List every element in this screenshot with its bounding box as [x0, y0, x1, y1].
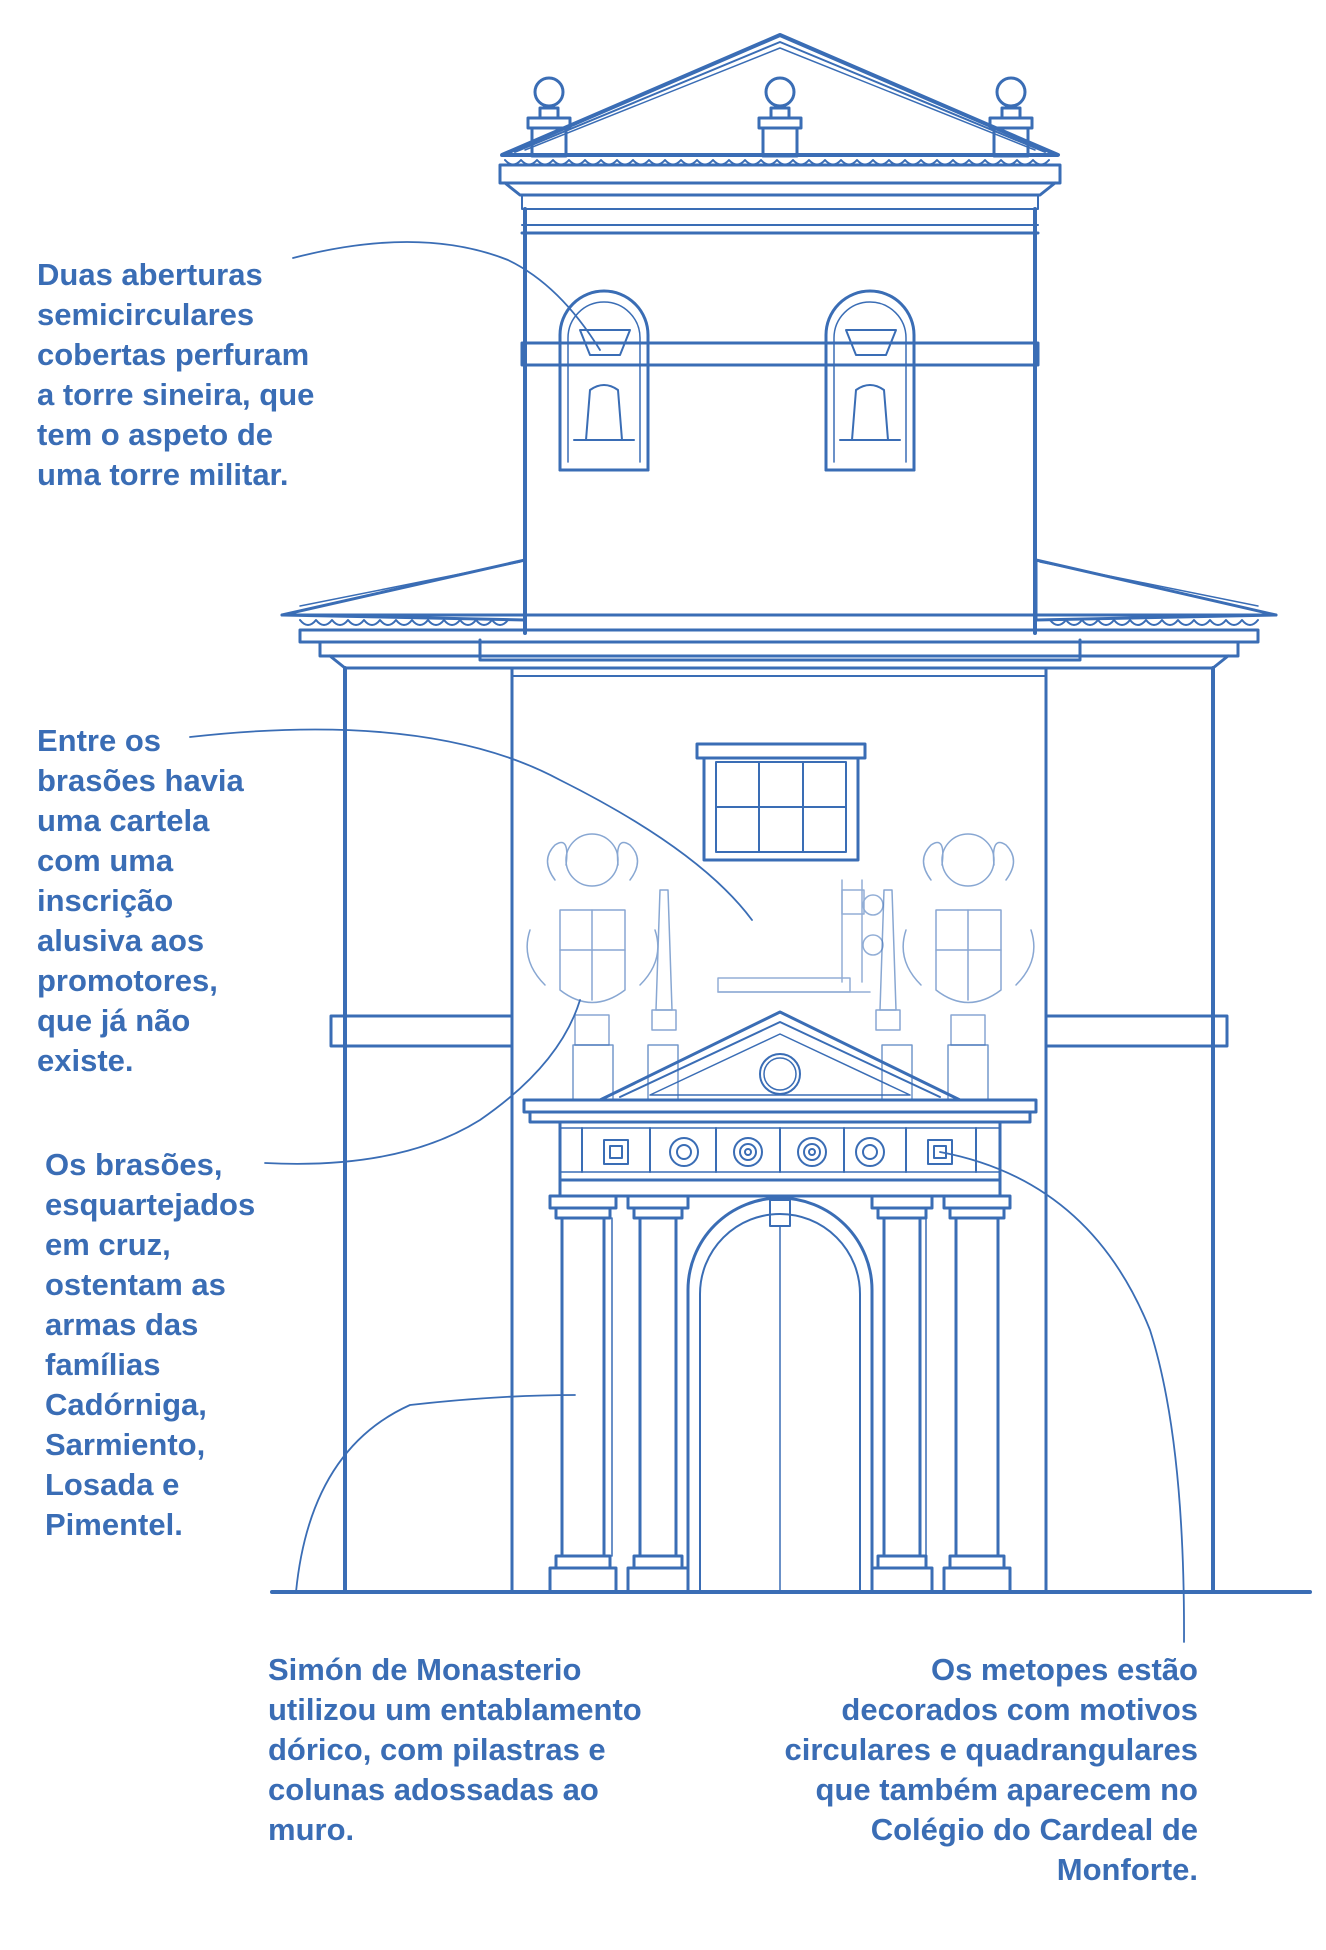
- annotation-bell-openings: Duas aberturas semicirculares cobertas perfuram a torre sineira, que tem o aspeto de uma torre militar.: [37, 257, 315, 492]
- column-2: [628, 1196, 688, 1592]
- annotation-entablature: Simón de Monasterio utilizou um entablamento dórico, com pilastras e colunas adossadas ao muro.: [268, 1652, 642, 1847]
- column-4: [944, 1196, 1010, 1592]
- finial-center: [759, 78, 801, 156]
- window: [697, 744, 865, 860]
- bell-tower: [500, 35, 1060, 633]
- annotation-coats-of-arms: Os brasões, esquartejados em cruz, ostentam as armas das famílias Cadórniga, Sarmiento, Losada e Pimentel.: [45, 1147, 256, 1542]
- bell-opening-right: [826, 291, 914, 470]
- coat-of-arms-left: [527, 834, 676, 1045]
- leader-arms: [265, 1000, 580, 1164]
- bell-opening-left: [560, 291, 648, 470]
- leader-entablature: [296, 1395, 575, 1592]
- metopes: [582, 1128, 976, 1172]
- coat-of-arms-right: [876, 834, 1034, 1045]
- lower-building: [282, 560, 1276, 1592]
- cartouche-remains: [718, 880, 883, 992]
- portal: [524, 1012, 1036, 1592]
- column-3: [872, 1196, 932, 1592]
- annotation-metopes: Os metopes estão decorados com motivos circulares e quadrangulares que também aparecem no Colégio do Cardeal de Monforte.: [784, 1652, 1198, 1887]
- annotation-cartouche: Entre os brasões havia uma cartela com uma inscrição alusiva aos promotores, que já não existe.: [37, 723, 244, 1078]
- column-1: [550, 1196, 616, 1592]
